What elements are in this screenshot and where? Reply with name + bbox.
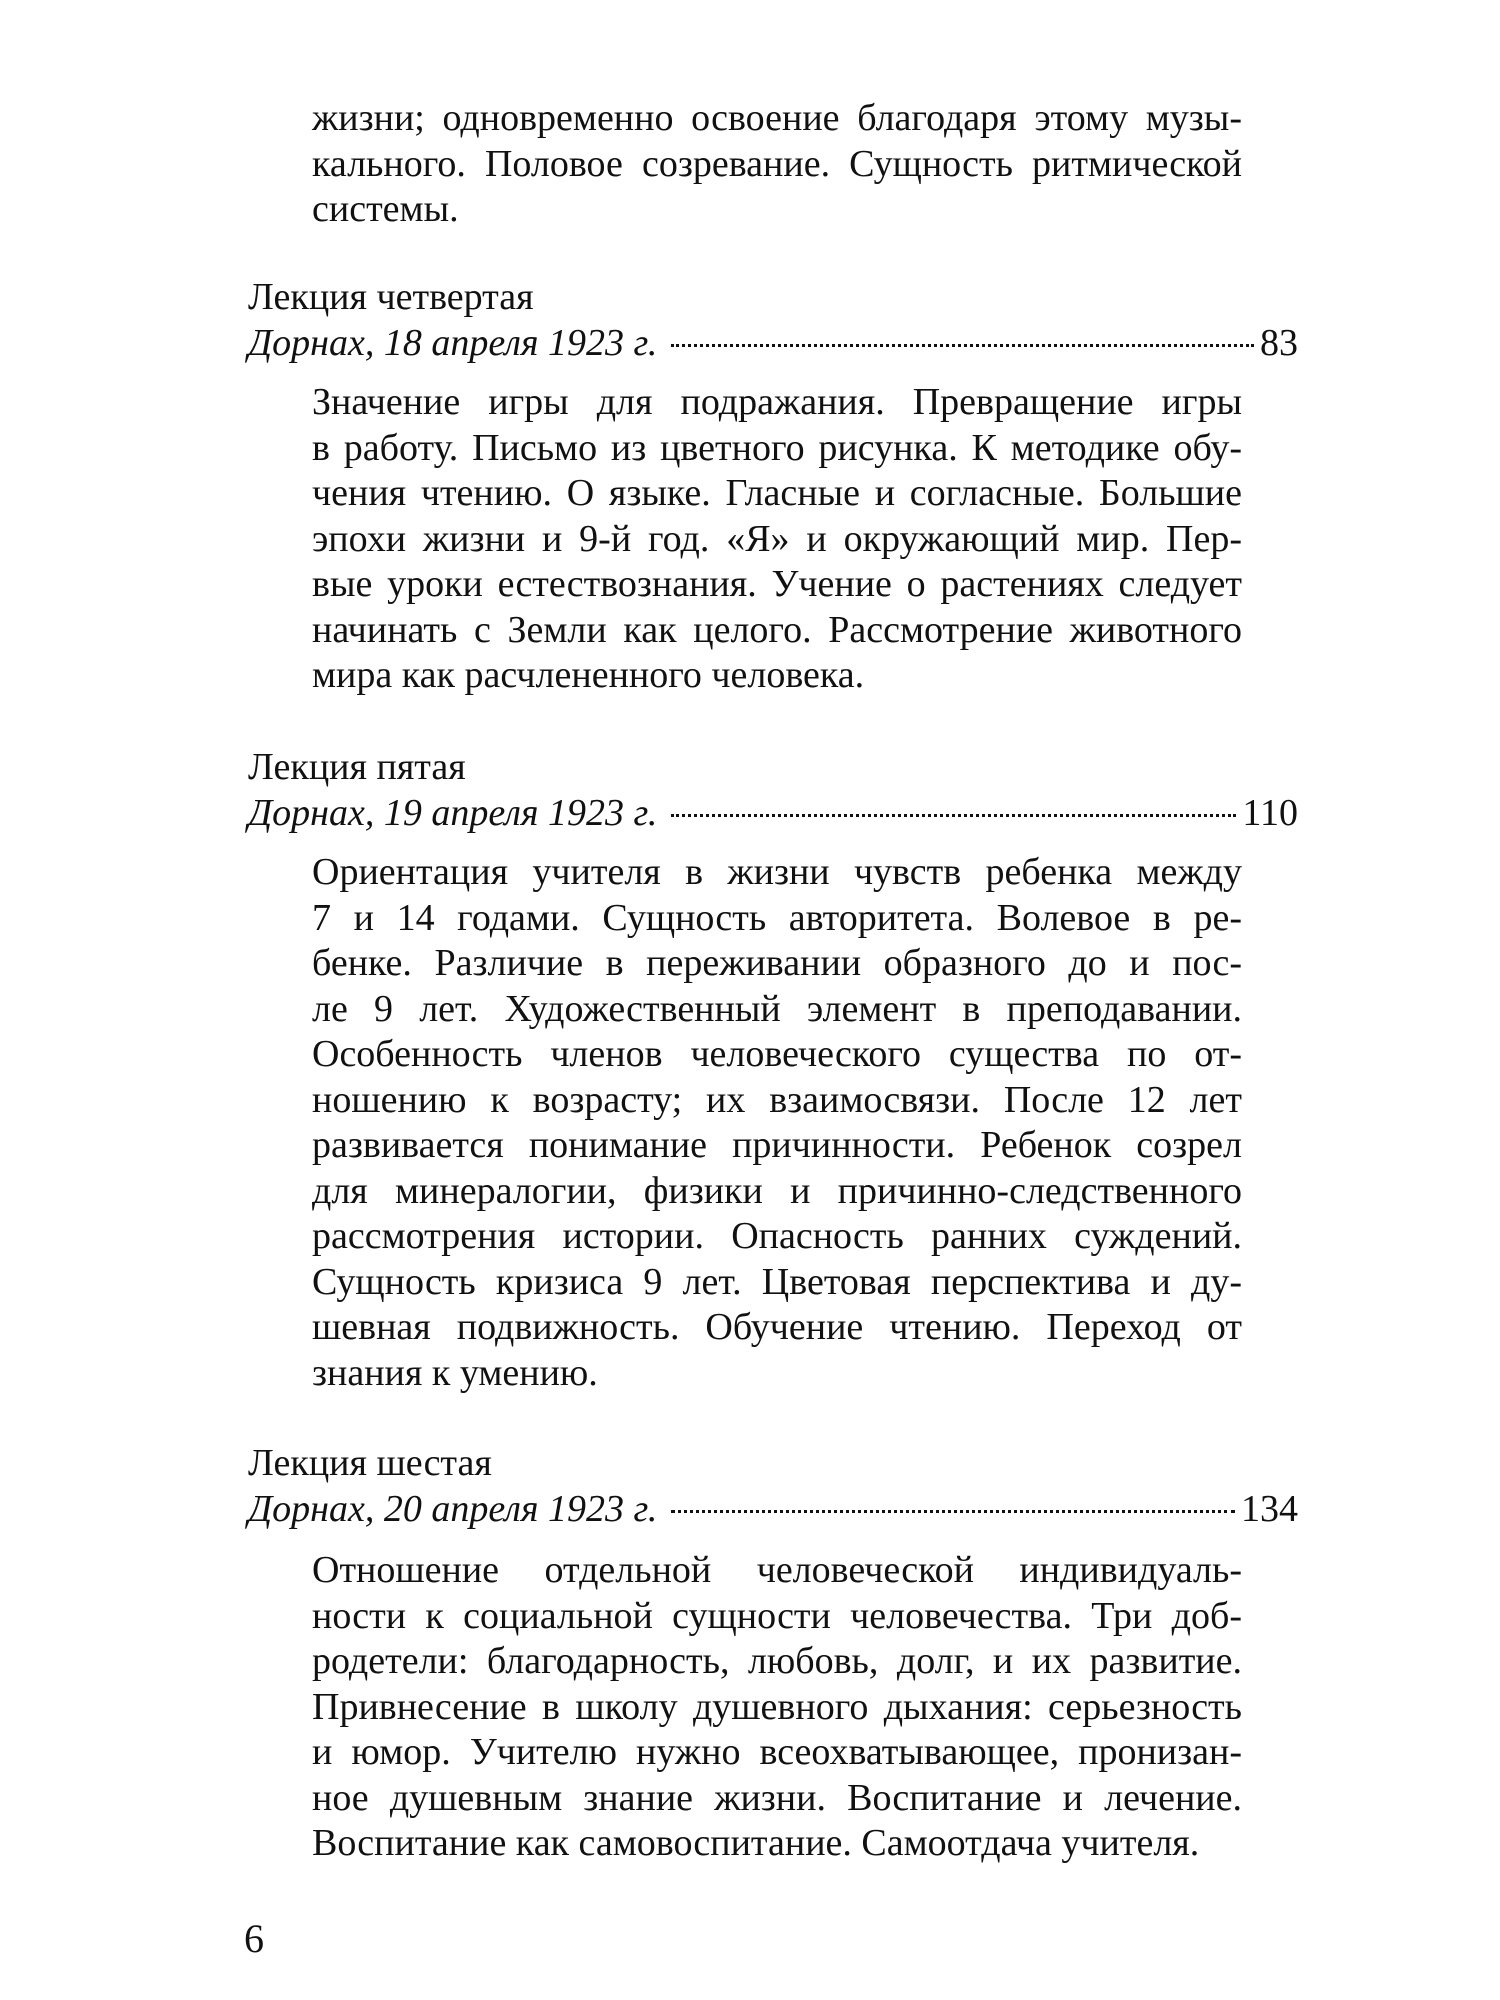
- text-line: ности к социальной сущности человечества. Три доб-: [312, 1594, 1242, 1637]
- lecture-4-summary: [312, 380, 1242, 699]
- lecture-5-page-ref: 110: [1242, 792, 1298, 834]
- text-line: рассмотрения истории. Опасность ранних суждений.: [312, 1215, 1242, 1257]
- text-line: Особенность членов человеческого существа по от-: [312, 1033, 1242, 1075]
- lecture-4-toc-entry: [248, 320, 1298, 366]
- text-line: Отношение отдельной человеческой индивидуаль-: [312, 1549, 1242, 1591]
- lecture-5-toc-entry: [248, 790, 1298, 836]
- text-line: ле 9 лет. Художественный элемент в преподавании.: [312, 987, 1242, 1030]
- lecture-6-title: Лекция шестая: [248, 1442, 492, 1484]
- text-line: 7 и 14 годами. Сущность авторитета. Волевое в ре-: [312, 896, 1242, 939]
- text-line: знания к умению.: [312, 1351, 598, 1394]
- text-line: Привнесение в школу душевного дыхания: серьезность: [312, 1685, 1242, 1728]
- text-line: кального. Половое созревание. Сущность ритмической: [312, 142, 1242, 185]
- text-line: и юмор. Учителю нужно всеохватывающее, пронизан-: [312, 1731, 1242, 1773]
- text-line: Сущность кризиса 9 лет. Цветовая перспектива и ду-: [312, 1260, 1242, 1303]
- text-line: Ориентация учителя в жизни чувств ребенка между: [312, 851, 1242, 893]
- intro-paragraph: [312, 96, 1242, 233]
- lecture-6-page-ref: 134: [1241, 1488, 1298, 1530]
- lecture-4-title: Лекция четвертая: [248, 276, 534, 318]
- dot-leader: [671, 814, 1236, 817]
- dot-leader: [671, 1510, 1235, 1513]
- text-line: родетели: благодарность, любовь, долг, и их развитие.: [312, 1640, 1242, 1682]
- text-line: мира как расчлененного человека.: [312, 654, 865, 696]
- page-number: 6: [244, 1916, 264, 1961]
- text-line: в работу. Письмо из цветного рисунка. К методике обу-: [312, 426, 1242, 469]
- text-line: системы.: [312, 188, 459, 230]
- lecture-5-place-date: Дорнах, 19 апреля 1923 г.: [248, 792, 658, 834]
- text-line: начинать с Земли как целого. Рассмотрение животного: [312, 608, 1242, 651]
- text-line: бенке. Различие в переживании образного до и пос-: [312, 942, 1242, 984]
- lecture-6-summary: [312, 1548, 1242, 1867]
- lecture-6-place-date: Дорнах, 20 апреля 1923 г.: [248, 1488, 658, 1530]
- lecture-5-summary: [312, 850, 1242, 1396]
- text-line: развивается понимание причинности. Ребенок созрел: [312, 1124, 1242, 1166]
- text-line: ношению к возрасту; их взаимосвязи. После 12 лет: [312, 1078, 1242, 1121]
- dot-leader: [671, 344, 1254, 347]
- lecture-4-page-ref: 83: [1260, 322, 1298, 364]
- text-line: шевная подвижность. Обучение чтению. Переход от: [312, 1306, 1242, 1348]
- lecture-6-toc-entry: [248, 1486, 1298, 1532]
- text-line: для минералогии, физики и причинно-следственного: [312, 1169, 1242, 1212]
- text-line: жизни; одновременно освоение благодаря этому музы-: [312, 97, 1242, 139]
- text-line: Воспитание как самовоспитание. Самоотдача учителя.: [312, 1822, 1200, 1864]
- lecture-5-title: Лекция пятая: [248, 746, 466, 788]
- lecture-4-place-date: Дорнах, 18 апреля 1923 г.: [248, 322, 658, 364]
- text-line: вые уроки естествознания. Учение о растениях следует: [312, 563, 1242, 605]
- text-line: чения чтению. О языке. Гласные и согласные. Большие: [312, 472, 1242, 514]
- text-line: эпохи жизни и 9-й год. «Я» и окружающий мир. Пер-: [312, 517, 1242, 560]
- text-line: Значение игры для подражания. Превращение игры: [312, 381, 1242, 423]
- text-line: ное душевным знание жизни. Воспитание и лечение.: [312, 1776, 1242, 1819]
